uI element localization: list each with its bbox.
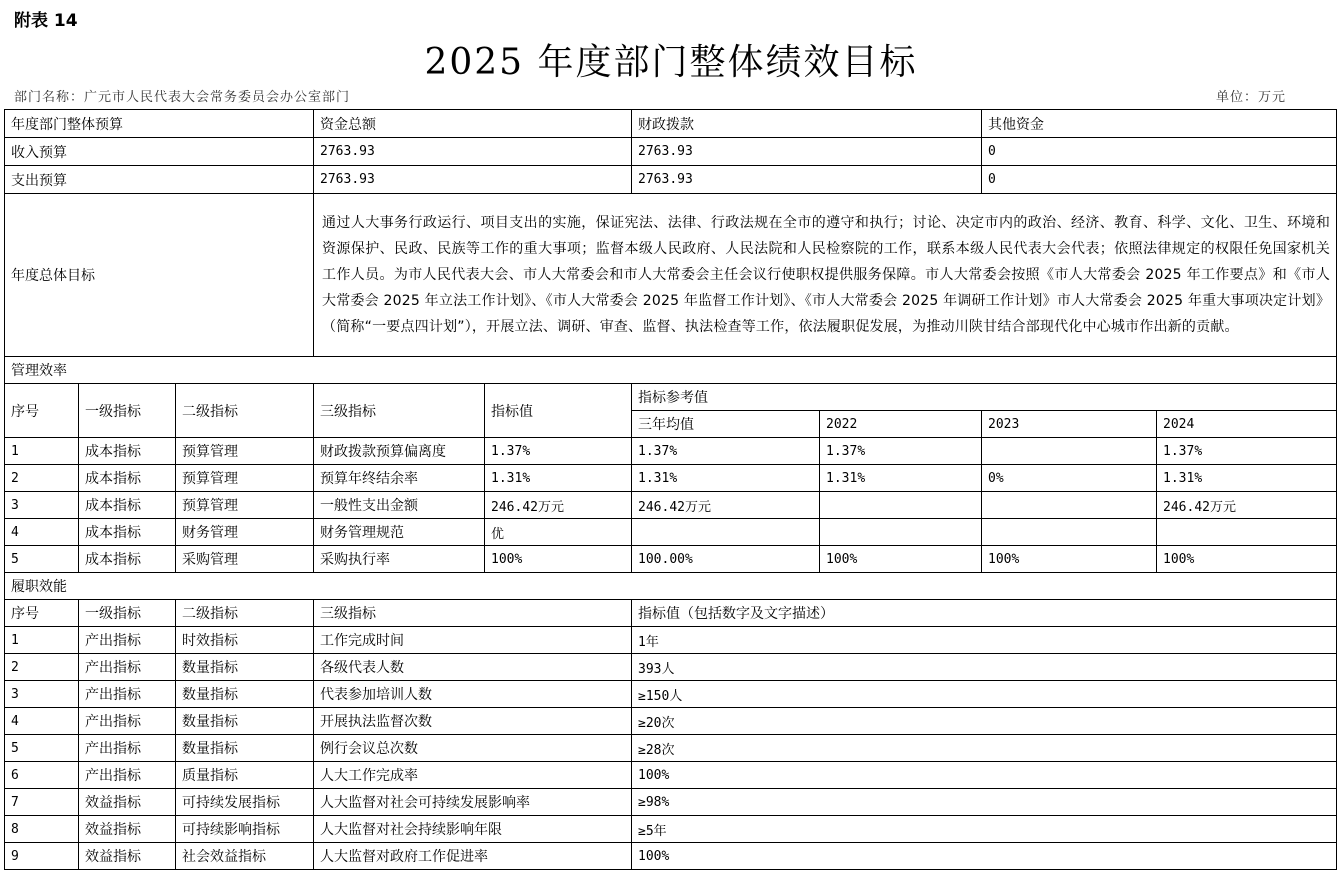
table-cell: 4 <box>5 519 79 546</box>
table-cell: 成本指标 <box>79 492 176 519</box>
table-row <box>5 843 1337 870</box>
table-cell: 预算年终结余率 <box>314 465 485 492</box>
table-cell: 6 <box>5 762 79 789</box>
table-cell: 质量指标 <box>176 762 314 789</box>
table-cell: 工作完成时间 <box>314 627 632 654</box>
table-cell: 4 <box>5 708 79 735</box>
section-row <box>5 357 1337 384</box>
table-cell: 1.31% <box>485 465 632 492</box>
annual-goal-label: 年度总体目标 <box>5 194 314 357</box>
table-cell: 产出指标 <box>79 627 176 654</box>
table-cell <box>982 438 1157 465</box>
column-header: 指标值（包括数字及文字描述） <box>632 600 1337 627</box>
table-cell: 100% <box>485 546 632 573</box>
table-row <box>5 492 1337 519</box>
table-cell: 财务管理规范 <box>314 519 485 546</box>
table-cell: ≥20次 <box>632 708 1337 735</box>
table-cell: 246.42万元 <box>1157 492 1337 519</box>
table-cell: 产出指标 <box>79 708 176 735</box>
table-cell: 1.31% <box>632 465 820 492</box>
table-cell: 预算管理 <box>176 465 314 492</box>
table-cell: 成本指标 <box>79 438 176 465</box>
table-cell: 各级代表人数 <box>314 654 632 681</box>
column-header: 指标值 <box>485 384 632 438</box>
table-cell: 时效指标 <box>176 627 314 654</box>
budget-cell: 2763.93 <box>632 138 982 166</box>
annual-goal-text: 通过人大事务行政运行、项目支出的实施，保证宪法、法律、行政法规在全市的遵守和执行；讨论、决定市内的政治、经济、教育、科学、文化、卫生、环境和资源保护、民政、民族等工作的重大事项；监督本级人民政府、人民法院和人民检察院的工作，联系本级人民代表大会代表；依照法律规定的权限任免国家机关工作人员。为市人民代表大会、市人大常委会和市人大常委会主任会议行使职权提供服务保障。市人大常委会按照《市人大常委会 2025 年工作要点》和《市人大常委会 2025 年立法工作计划》、《市人大常委会 2025 年监督工作计划》、《市人大常委会 2025 年调研工作计划》市人大常委会 2025 年重大事项决定计划》（简称“一要点四计划”），开展立法、调研、审查、监督、执法检查等工作，依法履职促发展，为推动川陕甘结合部现代化中心城市作出新的贡献。 <box>314 194 1337 357</box>
budget-expense-row <box>5 166 1337 194</box>
performance-header-row <box>5 600 1337 627</box>
budget-cell: 收入预算 <box>5 138 314 166</box>
budget-header-cell: 年度部门整体预算 <box>5 110 314 138</box>
unit-label: 单位：万元 <box>1216 90 1287 105</box>
table-cell: ≥5年 <box>632 816 1337 843</box>
table-cell: 1.37% <box>632 438 820 465</box>
budget-cell: 2763.93 <box>314 138 632 166</box>
table-cell: 优 <box>485 519 632 546</box>
column-header: 三级指标 <box>314 384 485 438</box>
table-cell: 3 <box>5 492 79 519</box>
column-header: 指标参考值 <box>632 384 1337 411</box>
performance-target-table <box>4 109 1337 870</box>
table-row <box>5 438 1337 465</box>
table-cell: 1.31% <box>820 465 982 492</box>
table-cell <box>632 519 820 546</box>
budget-cell: 2763.93 <box>632 166 982 194</box>
table-cell: 人大工作完成率 <box>314 762 632 789</box>
table-cell <box>982 492 1157 519</box>
table-row <box>5 816 1337 843</box>
management-rows <box>5 438 1337 573</box>
budget-header-cell: 财政拨款 <box>632 110 982 138</box>
table-cell: 2 <box>5 654 79 681</box>
table-cell <box>982 519 1157 546</box>
column-header: 一级指标 <box>79 384 176 438</box>
table-cell: 数量指标 <box>176 708 314 735</box>
table-cell: 产出指标 <box>79 735 176 762</box>
budget-cell: 0 <box>982 138 1337 166</box>
column-header: 一级指标 <box>79 600 176 627</box>
table-cell: 例行会议总次数 <box>314 735 632 762</box>
table-cell: 246.42万元 <box>485 492 632 519</box>
annual-goal-row <box>5 194 1337 357</box>
table-cell: 效益指标 <box>79 789 176 816</box>
page-title: 2025 年度部门整体绩效目标 <box>424 42 918 83</box>
table-row <box>5 654 1337 681</box>
table-cell: 100.00% <box>632 546 820 573</box>
table-cell: 预算管理 <box>176 492 314 519</box>
table-row <box>5 708 1337 735</box>
table-cell: 1.37% <box>1157 438 1337 465</box>
column-header: 三年均值 <box>632 411 820 438</box>
column-header: 序号 <box>5 600 79 627</box>
table-cell: 393人 <box>632 654 1337 681</box>
table-cell: 预算管理 <box>176 438 314 465</box>
table-cell: 数量指标 <box>176 654 314 681</box>
table-cell: 1 <box>5 627 79 654</box>
table-cell: 3 <box>5 681 79 708</box>
table-row <box>5 519 1337 546</box>
table-cell: 9 <box>5 843 79 870</box>
table-cell: 采购执行率 <box>314 546 485 573</box>
table-cell: 财务管理 <box>176 519 314 546</box>
table-cell: 8 <box>5 816 79 843</box>
table-cell: ≥150人 <box>632 681 1337 708</box>
section-title-management: 管理效率 <box>5 357 1337 384</box>
budget-header-cell: 资金总额 <box>314 110 632 138</box>
table-cell: 产出指标 <box>79 654 176 681</box>
table-cell: 1.37% <box>820 438 982 465</box>
table-cell: 1.37% <box>485 438 632 465</box>
table-cell: 社会效益指标 <box>176 843 314 870</box>
table-cell: 效益指标 <box>79 816 176 843</box>
column-header: 二级指标 <box>176 384 314 438</box>
table-cell: 可持续影响指标 <box>176 816 314 843</box>
column-header: 二级指标 <box>176 600 314 627</box>
table-cell: 100% <box>632 843 1337 870</box>
section-row <box>5 573 1337 600</box>
table-cell <box>820 519 982 546</box>
table-row <box>5 465 1337 492</box>
budget-cell: 支出预算 <box>5 166 314 194</box>
table-cell: 一般性支出金额 <box>314 492 485 519</box>
table-cell: ≥98% <box>632 789 1337 816</box>
budget-income-row <box>5 138 1337 166</box>
performance-rows <box>5 627 1337 870</box>
table-cell: 7 <box>5 789 79 816</box>
table-cell: 成本指标 <box>79 519 176 546</box>
table-cell: 采购管理 <box>176 546 314 573</box>
budget-cell: 2763.93 <box>314 166 632 194</box>
table-cell: 数量指标 <box>176 681 314 708</box>
table-cell: 5 <box>5 735 79 762</box>
column-header: 三级指标 <box>314 600 632 627</box>
management-header-row <box>5 384 1337 411</box>
column-header: 2022 <box>820 411 982 438</box>
budget-header-cell: 其他资金 <box>982 110 1337 138</box>
table-cell: 人大监督对社会可持续发展影响率 <box>314 789 632 816</box>
table-cell: ≥28次 <box>632 735 1337 762</box>
table-row <box>5 789 1337 816</box>
table-cell: 1.31% <box>1157 465 1337 492</box>
table-cell: 成本指标 <box>79 546 176 573</box>
table-cell: 5 <box>5 546 79 573</box>
table-row <box>5 735 1337 762</box>
table-cell: 产出指标 <box>79 681 176 708</box>
column-header: 2023 <box>982 411 1157 438</box>
table-cell: 产出指标 <box>79 762 176 789</box>
table-cell <box>820 492 982 519</box>
table-cell: 2 <box>5 465 79 492</box>
department-name: 部门名称：广元市人民代表大会常务委员会办公室部门 <box>14 90 351 105</box>
table-cell: 财政拨款预算偏离度 <box>314 438 485 465</box>
table-cell: 代表参加培训人数 <box>314 681 632 708</box>
table-cell: 1 <box>5 438 79 465</box>
budget-cell: 0 <box>982 166 1337 194</box>
table-cell: 100% <box>1157 546 1337 573</box>
table-cell: 100% <box>982 546 1157 573</box>
table-row <box>5 762 1337 789</box>
table-row <box>5 681 1337 708</box>
section-title-performance: 履职效能 <box>5 573 1337 600</box>
attachment-label: 附表 14 <box>14 11 78 31</box>
table-cell: 人大监督对政府工作促进率 <box>314 843 632 870</box>
table-cell: 开展执法监督次数 <box>314 708 632 735</box>
table-cell <box>1157 519 1337 546</box>
table-cell: 1年 <box>632 627 1337 654</box>
column-header: 序号 <box>5 384 79 438</box>
budget-header-row <box>5 110 1337 138</box>
table-cell: 100% <box>820 546 982 573</box>
table-row <box>5 546 1337 573</box>
table-cell: 0% <box>982 465 1157 492</box>
table-cell: 效益指标 <box>79 843 176 870</box>
column-header: 2024 <box>1157 411 1337 438</box>
table-cell: 100% <box>632 762 1337 789</box>
table-cell: 数量指标 <box>176 735 314 762</box>
table-cell: 246.42万元 <box>632 492 820 519</box>
table-cell: 人大监督对社会持续影响年限 <box>314 816 632 843</box>
table-cell: 可持续发展指标 <box>176 789 314 816</box>
table-row <box>5 627 1337 654</box>
table-cell: 成本指标 <box>79 465 176 492</box>
